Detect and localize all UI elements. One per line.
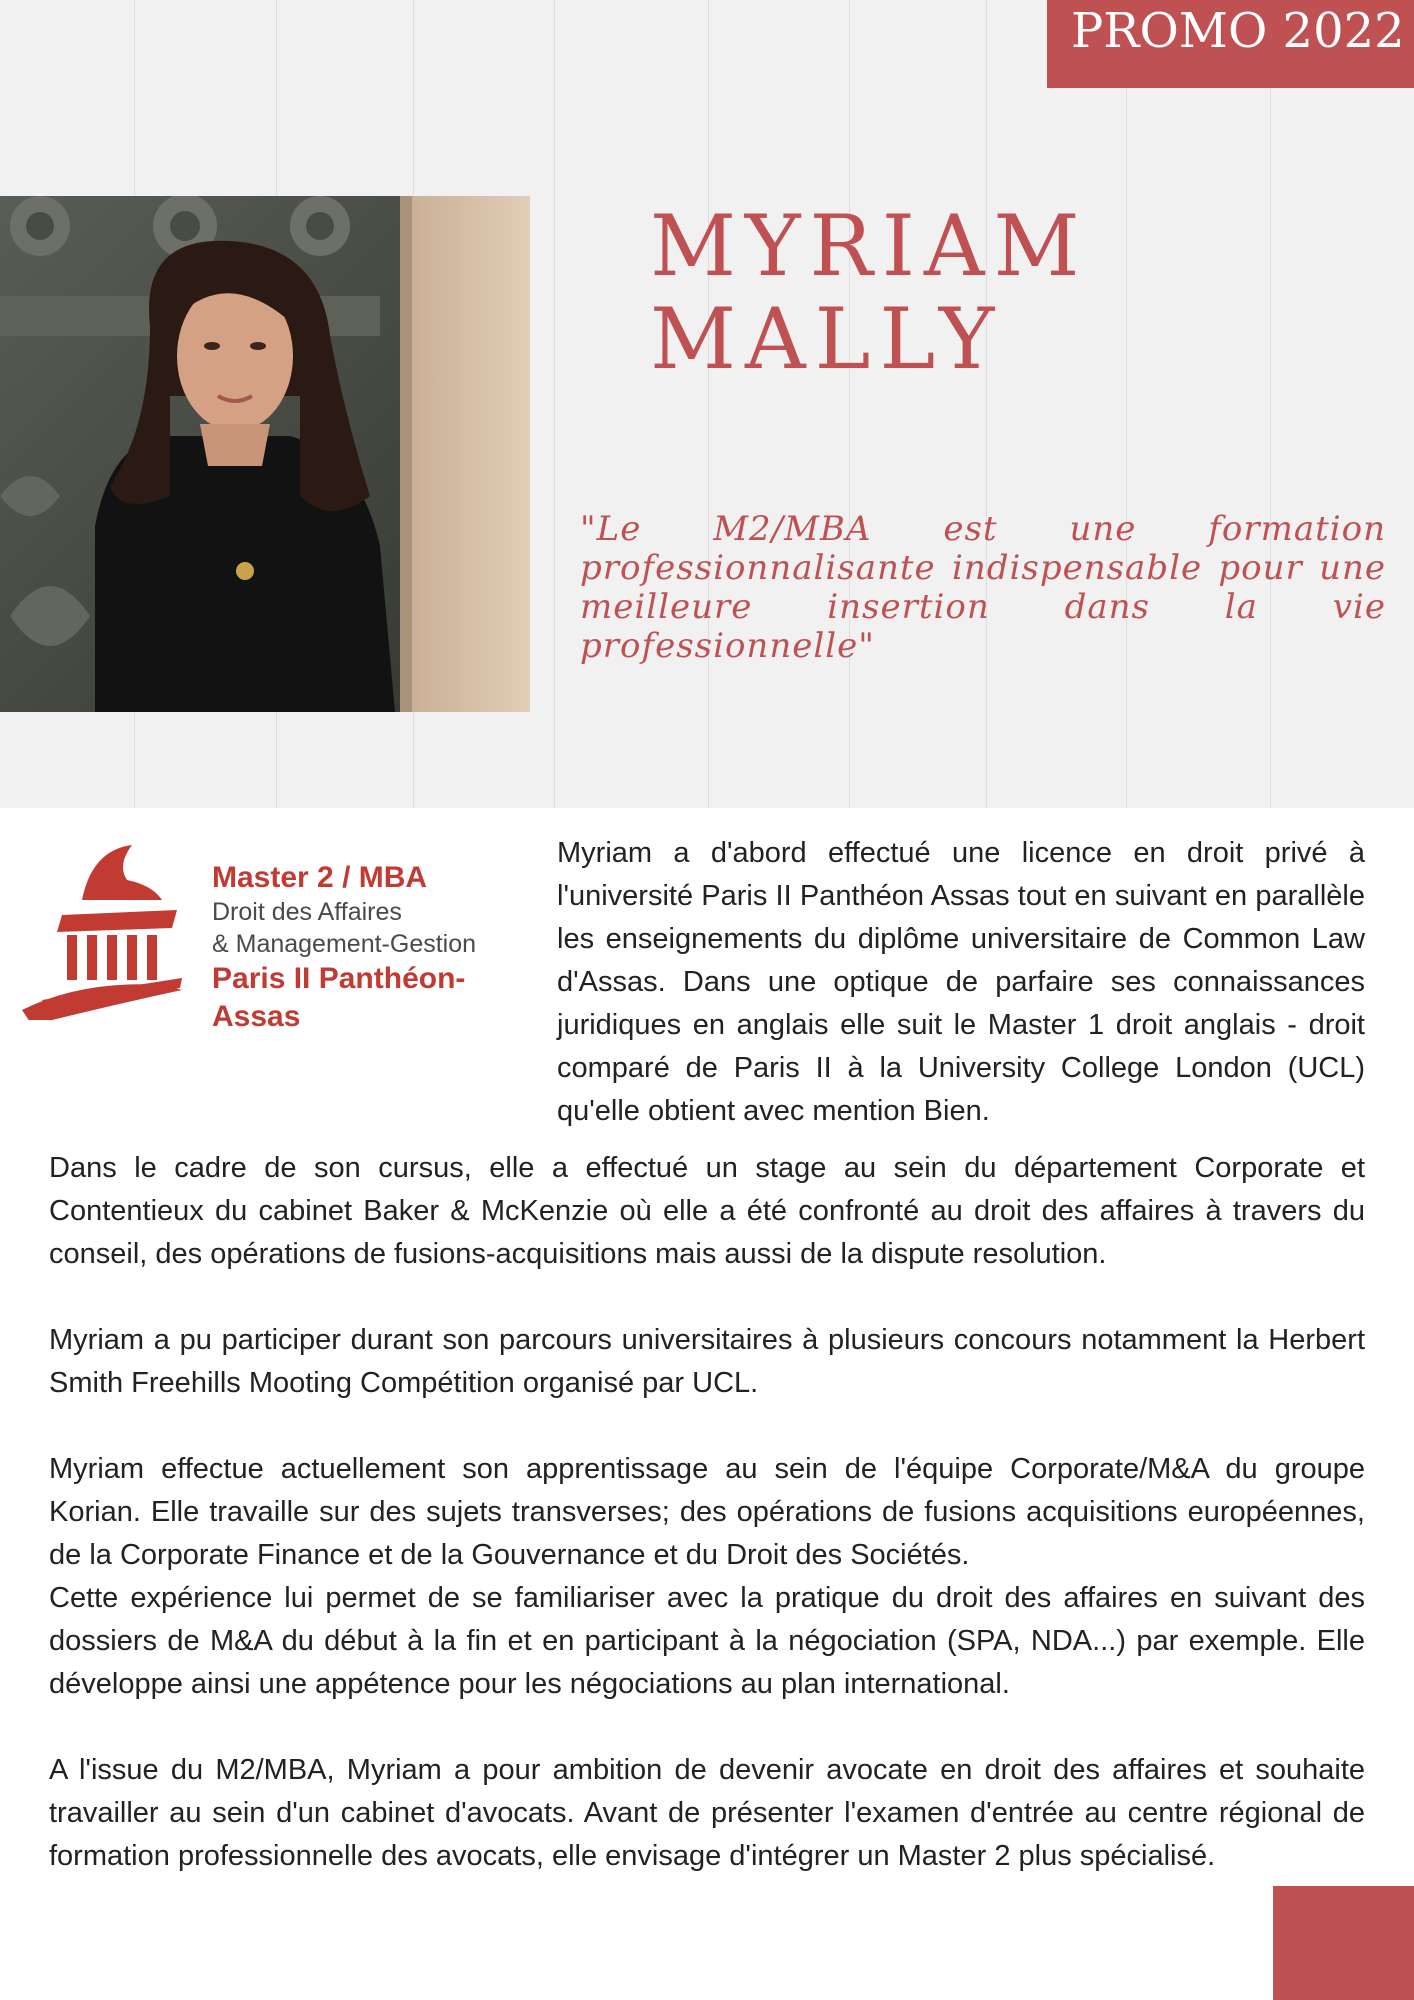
paragraph-apprenticeship: Myriam effectue actuellement son apprentissage au sein de l'équipe Corporate/M&A du groupe Korian. Elle travaille sur des sujets transverses; des opérations de fusions acquisitions européennes, de la Corporate Finance et de la Gouvernance et du Droit des Sociétés. xyxy=(49,1453,1365,1571)
logo-title: Master 2 / MBA xyxy=(212,861,428,894)
biography-body xyxy=(49,1147,1365,1921)
testimonial-quote: "Le M2/MBA est une formation professionnalisante indispensable pour une meilleure insertion dans la vie professionnelle" xyxy=(580,509,1386,666)
portrait-photo xyxy=(0,196,530,712)
background-stripe xyxy=(1126,0,1127,808)
paragraph-ambition: A l'issue du M2/MBA, Myriam a pour ambition de devenir avocate en droit des affaires et souhaite travailler au sein d'un cabinet d'avocats. Avant de présenter l'examen d'entrée au centre régional de formation professionnelle des avocats, elle envisage d'intégrer un Master 2 plus spécialisé. xyxy=(49,1754,1365,1872)
background-stripe xyxy=(986,0,987,808)
background-stripe xyxy=(1270,0,1271,808)
paragraph-experience: Cette expérience lui permet de se familiariser avec la pratique du droit des affaires en suivant des dossiers de M&A du début à la fin et en participant à la négociation (SPA, NDA...) par exemple. Elle développe ainsi une appétence pour les négociations au plan international. xyxy=(49,1582,1365,1700)
background-stripe xyxy=(708,0,709,808)
background-stripe xyxy=(554,0,555,808)
logo-university: Paris II Panthéon-Assas xyxy=(212,962,466,1033)
corner-accent xyxy=(1273,1886,1414,2000)
portrait-illustration xyxy=(0,196,530,712)
paragraph-internship: Dans le cadre de son cursus, elle a effectué un stage au sein du département Corporate et Contentieux du cabinet Baker & McKenzie où elle a été confronté au droit des affaires à travers du conseil, des opérations de fusions-acquisitions mais aussi de la dispute resolution. xyxy=(49,1152,1365,1270)
program-logo xyxy=(22,840,522,1033)
last-name: MALLY xyxy=(650,290,1004,388)
background-stripe xyxy=(849,0,850,808)
promo-badge: PROMO 2022 xyxy=(1047,0,1414,88)
intro-paragraph: Myriam a d'abord effectué une licence en droit privé à l'université Paris II Panthéon Assas tout en suivant en parallèle les enseignements du diplôme universitaire de Common Law d'Assas. Dans une optique de parfaire ses connaissances juridiques en anglais elle suit le Master 1 droit anglais - droit comparé de Paris II à la University College London (UCL) qu'elle obtient avec mention Bien. xyxy=(557,837,1365,1127)
pantheon-icon xyxy=(22,840,202,1020)
logo-wordmark xyxy=(212,860,522,1036)
person-name xyxy=(650,197,1089,388)
first-name: MYRIAM xyxy=(650,197,1089,295)
logo-subtitle-1: Droit des Affaires xyxy=(212,898,402,926)
paragraph-competitions: Myriam a pu participer durant son parcours universitaires à plusieurs concours notamment la Herbert Smith Freehills Mooting Compétition organisé par UCL. xyxy=(49,1324,1365,1399)
logo-subtitle-2: & Management-Gestion xyxy=(212,930,477,958)
header-band xyxy=(0,0,1414,808)
